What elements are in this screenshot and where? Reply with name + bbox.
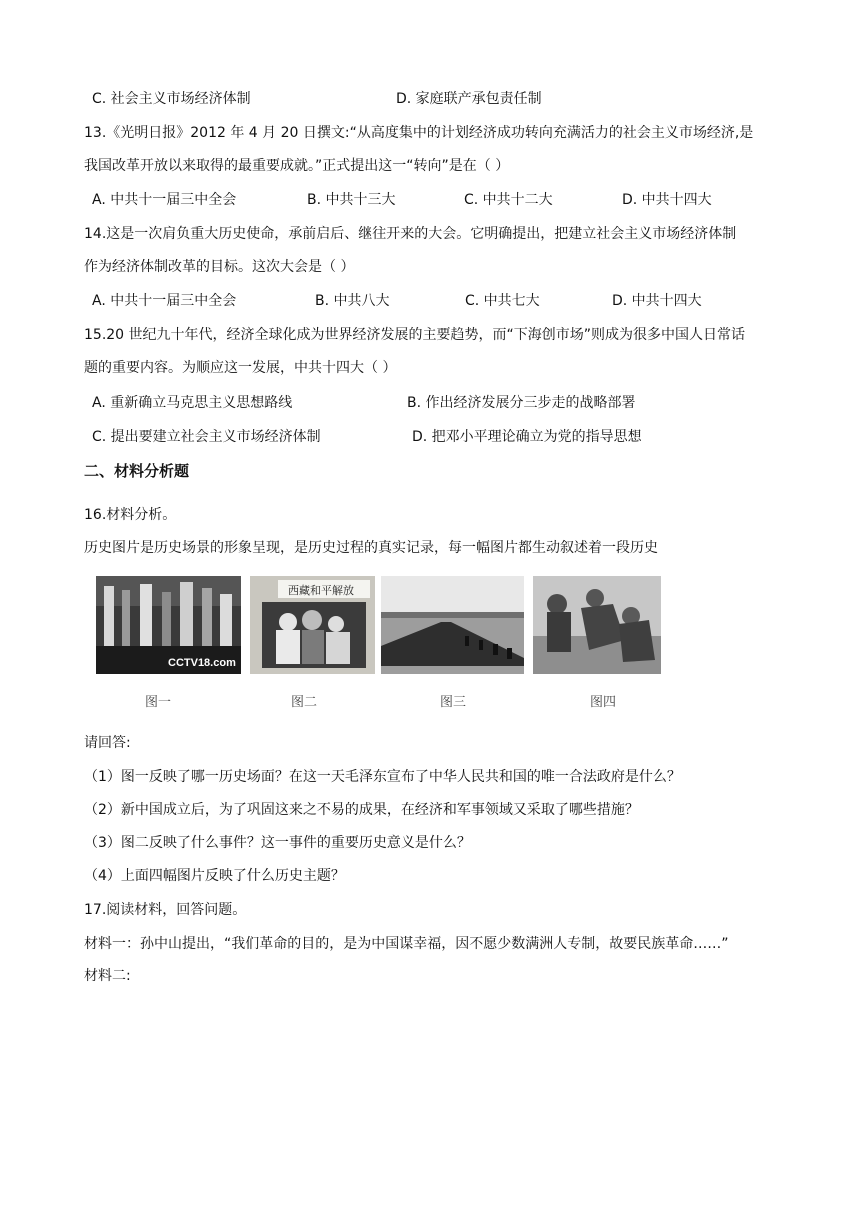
q16-title: 16.材料分析。: [84, 507, 177, 523]
q16-sub2: （2）新中国成立后，为了巩固这来之不易的成果，在经济和军事领域又采取了哪些措施？: [84, 802, 639, 818]
q12-option-c: C. 社会主义市场经济体制: [92, 91, 251, 107]
q15-option-c: C. 提出要建立社会主义市场经济体制: [92, 429, 321, 445]
q14-option-c: C. 中共七大: [465, 293, 540, 309]
q13-option-a: A. 中共十一届三中全会: [92, 192, 237, 208]
q12-option-d: D. 家庭联产承包责任制: [396, 91, 542, 107]
q13-stem-line1: 13.《光明日报》2012 年 4 月 20 日撰文:“从高度集中的计划经济成功转向充满活力的社会主义市场经济,是: [84, 125, 754, 141]
q17-title: 17.阅读材料，回答问题。: [84, 902, 247, 918]
q13-option-b: B. 中共十三大: [307, 192, 396, 208]
q14-stem-line1: 14.这是一次肩负重大历史使命，承前启后、继往开来的大会。它明确提出，把建立社会主义市场经济体制: [84, 226, 737, 242]
q14-option-d: D. 中共十四大: [612, 293, 702, 309]
q15-stem-line1: 15.20 世纪九十年代，经济全球化成为世界经济发展的主要趋势，而“下海创市场”则成为很多中国人日常话: [84, 327, 746, 343]
photo-founding-ceremony: [96, 576, 241, 674]
q16-prompt: 请回答:: [84, 735, 131, 751]
q16-sub1: （1）图一反映了哪一历史场面？在这一天毛泽东宣布了中华人民共和国的唯一合法政府是什么？: [84, 769, 681, 785]
q14-option-a: A. 中共十一届三中全会: [92, 293, 237, 309]
q17-material2: 材料二:: [84, 968, 131, 984]
photo-bridge-crossing: [381, 576, 524, 674]
q17-material1: 材料一：孙中山提出，“我们革命的目的，是为中国谋幸福，因不愿少数满洲人专制，故要民族革命……”: [84, 936, 729, 952]
caption-figure4: 图四: [590, 695, 617, 710]
photo2-banner: 西藏和平解放: [288, 584, 354, 597]
q16-sub3: （3）图二反映了什么事件？这一事件的重要历史意义是什么？: [84, 835, 471, 851]
section-heading: 二、材料分析题: [84, 462, 190, 480]
photo1-watermark: CCTV18.com: [168, 657, 236, 669]
q15-option-b: B. 作出经济发展分三步走的战略部署: [407, 395, 636, 411]
caption-figure3: 图三: [440, 695, 467, 710]
q13-option-d: D. 中共十四大: [622, 192, 712, 208]
q13-option-c: C. 中共十二大: [464, 192, 553, 208]
q15-stem-line2: 题的重要内容。为顺应这一发展，中共十四大（ ）: [84, 360, 397, 376]
q14-stem-line2: 作为经济体制改革的目标。这次大会是（ ）: [84, 259, 355, 275]
q13-stem-line2: 我国改革开放以来取得的最重要成就。”正式提出这一“转向”是在（ ）: [84, 158, 510, 174]
photo-soldiers: [533, 576, 661, 674]
caption-figure2: 图二: [291, 695, 318, 710]
q16-sub4: （4）上面四幅图片反映了什么历史主题？: [84, 868, 345, 884]
q16-intro: 历史图片是历史场景的形象呈现，是历史过程的真实记录，每一幅图片都生动叙述着一段历史: [84, 540, 658, 556]
photo-tibet-liberation: [250, 576, 375, 674]
q15-option-d: D. 把邓小平理论确立为党的指导思想: [412, 429, 642, 445]
caption-figure1: 图一: [145, 695, 172, 710]
q14-option-b: B. 中共八大: [315, 293, 390, 309]
q15-option-a: A. 重新确立马克思主义思想路线: [92, 395, 293, 411]
